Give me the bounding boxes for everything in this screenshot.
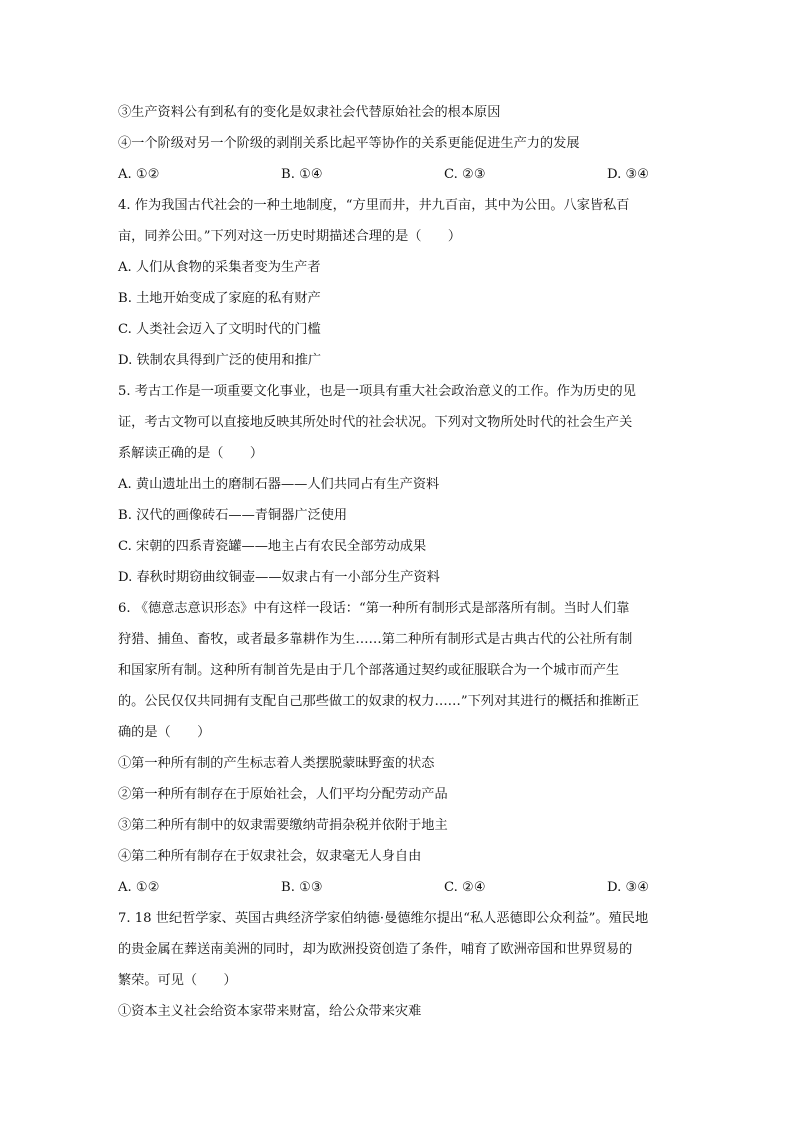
q3-options	[118, 166, 678, 184]
q6-stem-line-1: 6. 《德意志意识形态》中有这样一段话：“第一种所有制形式是部落所有制。当时人们靠	[118, 601, 630, 616]
q7-stem-line-2: 的贵金属在葬送南美洲的同时，却为欧洲投资创造了条件，哺育了欧洲帝国和世界贸易的	[118, 942, 633, 957]
q3-option-d[interactable]: D. ③④	[607, 167, 650, 182]
q4-option-c[interactable]: C. 人类社会迈入了文明时代的门槛	[118, 322, 321, 337]
q6-item-2: ②第一种所有制存在于原始社会，人们平均分配劳动产品	[118, 787, 448, 802]
q6-option-a[interactable]: A. ①②	[118, 880, 160, 895]
q3-option-a[interactable]: A. ①②	[118, 167, 160, 182]
q5-option-a[interactable]: A. 黄山遗址出土的磨制石器——人们共同占有生产资料	[118, 477, 440, 492]
q6-item-4: ④第二种所有制存在于奴隶社会，奴隶毫无人身自由	[118, 849, 422, 864]
q6-item-1: ①第一种所有制的产生标志着人类摆脱蒙昧野蛮的状态	[118, 756, 435, 771]
q7-item-1: ①资本主义社会给资本家带来财富，给公众带来灾难	[118, 1004, 422, 1019]
q5-option-d[interactable]: D. 春秋时期窃曲纹铜壶——奴隶占有一小部分生产资料	[118, 570, 440, 585]
q6-stem-line-2: 狩猎、捕鱼、畜牧，或者最多靠耕作为生……第二种所有制形式是古典古代的公社所有制	[118, 632, 633, 647]
q6-stem-line-3: 和国家所有制。这种所有制首先是由于几个部落通过契约或征服联合为一个城市而产生	[118, 663, 620, 678]
q6-item-3: ③第二种所有制中的奴隶需要缴纳苛捐杂税并依附于地主	[118, 818, 448, 833]
q4-option-b[interactable]: B. 土地开始变成了家庭的私有财产	[118, 291, 321, 306]
q6-option-c[interactable]: C. ②④	[444, 880, 486, 895]
q5-stem-line-2: 证，考古文物可以直接地反映其所处时代的社会状况。下列对文物所处时代的社会生产关	[118, 415, 633, 430]
q4-option-d[interactable]: D. 铁制农具得到广泛的使用和推广	[118, 353, 322, 368]
q6-options	[118, 879, 678, 897]
q5-stem-line-3: 系解读正确的是（ ）	[118, 446, 264, 461]
q4-stem-line-1: 4. 作为我国古代社会的一种土地制度，“方里而井，井九百亩，其中为公田。八家皆私百	[118, 198, 630, 213]
q5-stem-line-1: 5. 考古工作是一项重要文化事业，也是一项具有重大社会政治意义的工作。作为历史的见	[118, 384, 636, 399]
q7-stem-line-3: 繁荣。可见（ ）	[118, 973, 237, 988]
q4-option-a[interactable]: A. 人们从食物的采集者变为生产者	[118, 260, 321, 275]
q3-option-b[interactable]: B. ①④	[281, 167, 323, 182]
q3-option-c[interactable]: C. ②③	[444, 167, 486, 182]
q3-item-3: ③生产资料公有到私有的变化是奴隶社会代替原始社会的根本原因	[118, 105, 501, 120]
q4-stem-line-2: 亩，同养公田。”下列对这一历史时期描述合理的是（ ）	[118, 229, 462, 244]
q5-option-b[interactable]: B. 汉代的画像砖石——青铜器广泛使用	[118, 508, 348, 523]
q7-stem-line-1: 7. 18 世纪哲学家、英国古典经济学家伯纳德·曼德维尔提出“私人恶德即公众利益”。殖民地	[118, 911, 649, 926]
q6-stem-line-4: 的。公民仅仅共同拥有支配自己那些做工的奴隶的权力……”下列对其进行的概括和推断正	[118, 694, 640, 709]
q6-stem-line-5: 确的是（ ）	[118, 725, 211, 740]
q5-option-c[interactable]: C. 宋朝的四系青瓷罐——地主占有农民全部劳动成果	[118, 539, 427, 554]
q6-option-d[interactable]: D. ③④	[607, 880, 650, 895]
q3-item-4: ④一个阶级对另一个阶级的剥削关系比起平等协作的关系更能促进生产力的发展	[118, 136, 580, 151]
q6-option-b[interactable]: B. ①③	[281, 880, 323, 895]
